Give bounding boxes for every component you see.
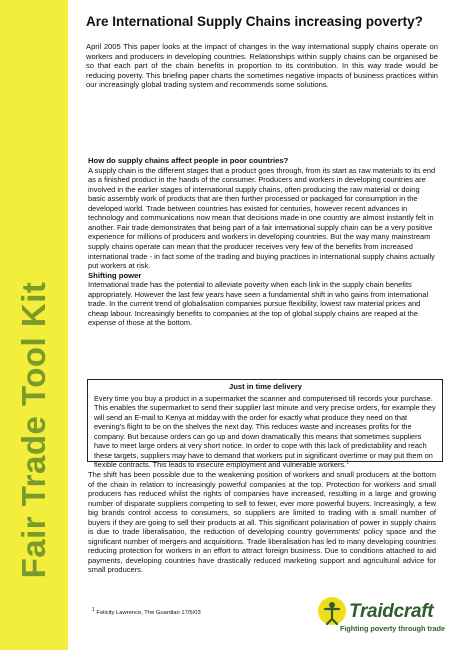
sidebar-band: [0, 0, 68, 650]
box-body: [94, 394, 437, 470]
section-heading-shifting-power: Shifting power: [88, 270, 142, 280]
section-body-supply-chains: A supply chain is the different stages that a product goes through, from its start as raw materials to its end as a finished product in the hands of the consumer. Producers and workers in developing countries are involved in the earlier stages of international supply chains, often producing the raw material or doing basic assembly work of products that are then further processed or packaged for consumption in the developed world. Trade between countries has existed for centuries, however recent advances in technology and communications now mean that decisions made in one country are almost instantly felt in another. Fair trade demonstrates that being part of a fair international supply chain can be a very positive experience for millions of producers and workers in developing countries. But the way many mainstream supply chains operate can mean that the producer receives very few of the benefits from increased international trade - in fact some of the trading and buying practices in international supply chains actually put workers at risk.: [88, 165, 436, 271]
traidcraft-logo: [318, 595, 448, 643]
just-in-time-box: [87, 379, 443, 470]
footnote-reference: 1: [346, 459, 349, 466]
page-title: Are International Supply Chains increasing poverty?: [86, 14, 423, 29]
section-body-shifting-power: International trade has the potential to alleviate poverty when each link in the supply chain benefits appropriately. However the last few years have seen a fundamental shift in who gains from international trade. In the current trend of globalisation companies pursue flexibility, lowest raw material prices and cheap labour. Increasingly benefits to companies at the top of global supply chains are reaped at the expense of those at the bottom.: [88, 280, 429, 328]
box-title: Just in time delivery: [228, 382, 302, 391]
header-block: [86, 14, 438, 90]
traidcraft-logo-icon: [318, 597, 346, 625]
sidebar-title: Fair Trade Tool Kit: [15, 281, 52, 579]
footnote-mark: 1: [92, 607, 95, 614]
footnote-text: Felicity Lawrence, The Guardian 17/5/03: [96, 610, 201, 616]
main-section: [88, 156, 436, 328]
intro-paragraph: April 2005 This paper looks at the impact of changes in the way international supply chains operate on workers and producers in developing countries. Relationships within supply chains can be organised be so that each part of the chain benefits in proportion to its contribution. In this way trade would be reducing poverty. This briefing paper charts the sometimes negative impacts of business practices within our increasingly global trading system and recommends some solutions.: [86, 42, 438, 90]
closing-paragraph: The shift has been possible due to the weakening position of workers and small producers at the bottom of the chain in relation to increasingly powerful companies at the top. Protection for workers and small producers has reduced whilst the rights of companies have increased, resulting in a large and growing number of disparate suppliers competing to sell to fewer, ever more powerful buyers. Increasingly, a few big brands control access to consumers, so suppliers are limited to trading with a small number of buyers if they are going to sell their products at all. This significant polarisation of power in supply chains is due to trade liberalisation, the reduction of developing country governments’ policy space and the significant number of mergers and acquisitions. Trade liberalisation has led to many developing countries reducing protection for workers in an effort to attract foreign business. Due to conditions attached to aid payments, developing countries have drastically reduced marketing support and agricultural advice for small producers.: [88, 470, 436, 575]
footnote: [92, 609, 201, 617]
logo-tagline: Fighting poverty through trade: [340, 624, 446, 633]
logo-name: Traidcraft: [349, 601, 434, 622]
box-body-text: Every time you buy a product in a supermarket the scanner and computerised till records your purchase. This enables the supermarket to send their supplier last minute and very precise orders, for example they will send an E-mail to Kenya at midday with the order for exactly what produce they need on that evening’s flight to be on the shelves the next day. This reduces waste and increases profits for the company. But because orders can go up and down dramatically this means that sometimes suppliers have to meet large orders at very short notice. In order to cope with this lack of predictability and reach these targets, suppliers may have to demand that workers put in significant overtime or may put them on flexible contracts. This leads to insecure employment and vulnerable workers.: [94, 394, 436, 470]
section-heading-supply-chains: How do supply chains affect people in poor countries?: [88, 156, 289, 165]
